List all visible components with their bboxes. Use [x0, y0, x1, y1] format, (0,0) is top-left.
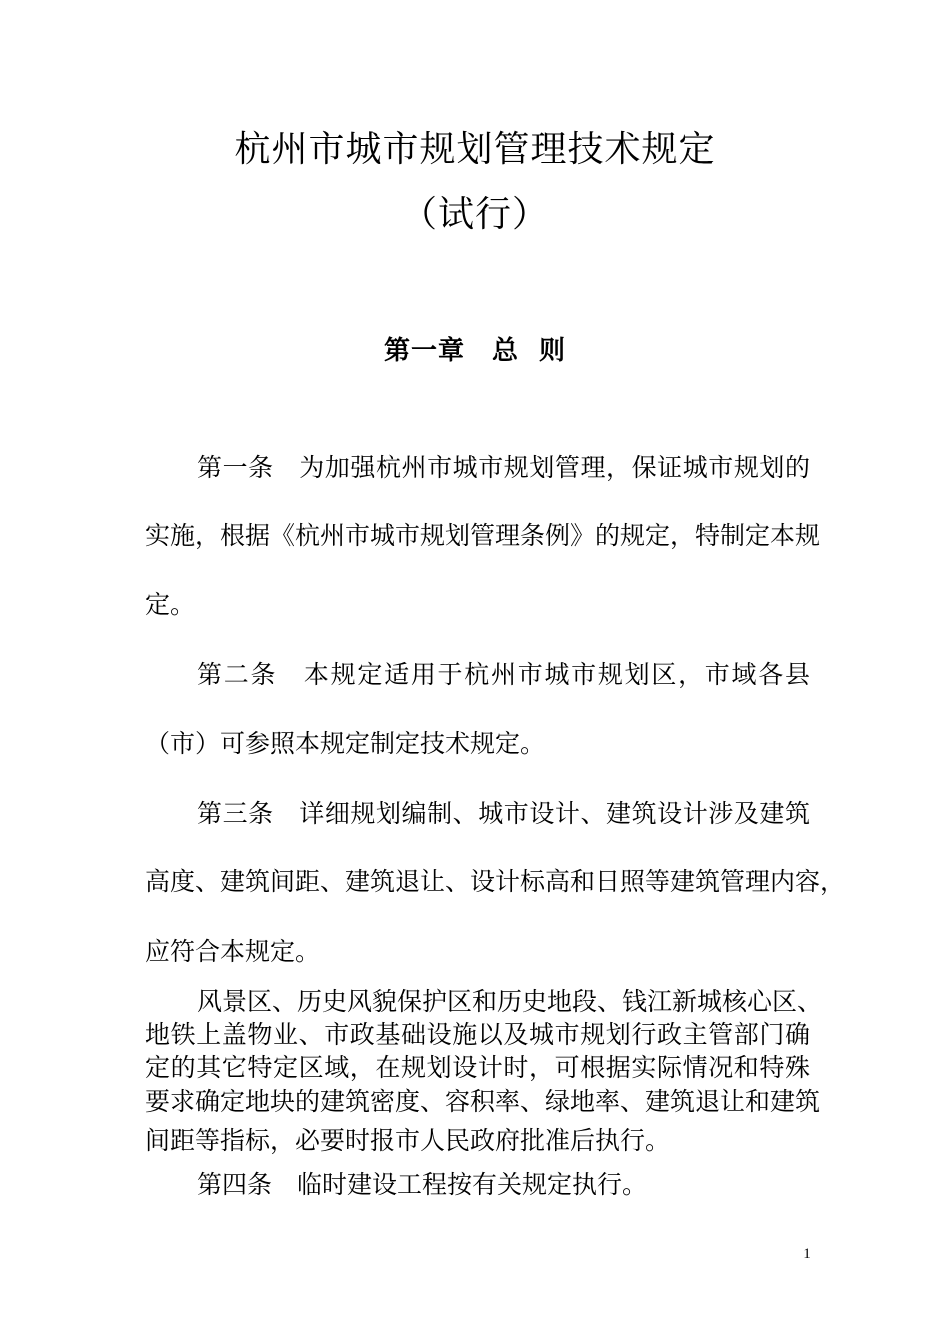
document-subtitle: （试行）: [400, 194, 549, 235]
article-3-line-2: 高度、建筑间距、建筑退让、设计标高和日照等建筑管理内容，: [145, 867, 846, 896]
article-3-para-2-line-4: 要求确定地块的建筑密度、容积率、绿地率、建筑退让和建筑: [145, 1087, 821, 1116]
article-3-line-1: 第三条 详细规划编制、城市设计、建筑设计涉及建筑: [197, 799, 810, 828]
article-4-line-1: 第四条 临时建设工程按有关规定执行。: [197, 1170, 648, 1199]
document-title: 杭州市城市规划管理技术规定: [234, 129, 716, 170]
article-2-line-2: （市）可参照本规定制定技术规定。: [145, 729, 546, 758]
article-1-line-3: 定。: [145, 590, 196, 619]
chapter-heading: 第一章 总 则: [383, 336, 567, 366]
article-3-line-3: 应符合本规定。: [145, 937, 321, 966]
article-3-para-2-line-5: 间距等指标，必要时报市人民政府批准后执行。: [145, 1126, 671, 1155]
article-3-para-2-line-1: 风景区、历史风貌保护区和历史地段、钱江新城核心区、: [197, 987, 823, 1016]
article-3-para-2-line-3: 定的其它特定区域，在规划设计时，可根据实际情况和特殊: [145, 1053, 810, 1082]
article-2-line-1: 第二条 本规定适用于杭州市城市规划区，市域各县: [197, 660, 810, 689]
page-number: 1: [803, 1246, 811, 1262]
article-1-line-1: 第一条 为加强杭州市城市规划管理，保证城市规划的: [197, 453, 810, 482]
article-1-line-2: 实施，根据《杭州市城市规划管理条例》的规定，特制定本规: [145, 521, 821, 550]
article-3-para-2-line-2: 地铁上盖物业、市政基础设施以及城市规划行政主管部门确: [145, 1020, 810, 1049]
